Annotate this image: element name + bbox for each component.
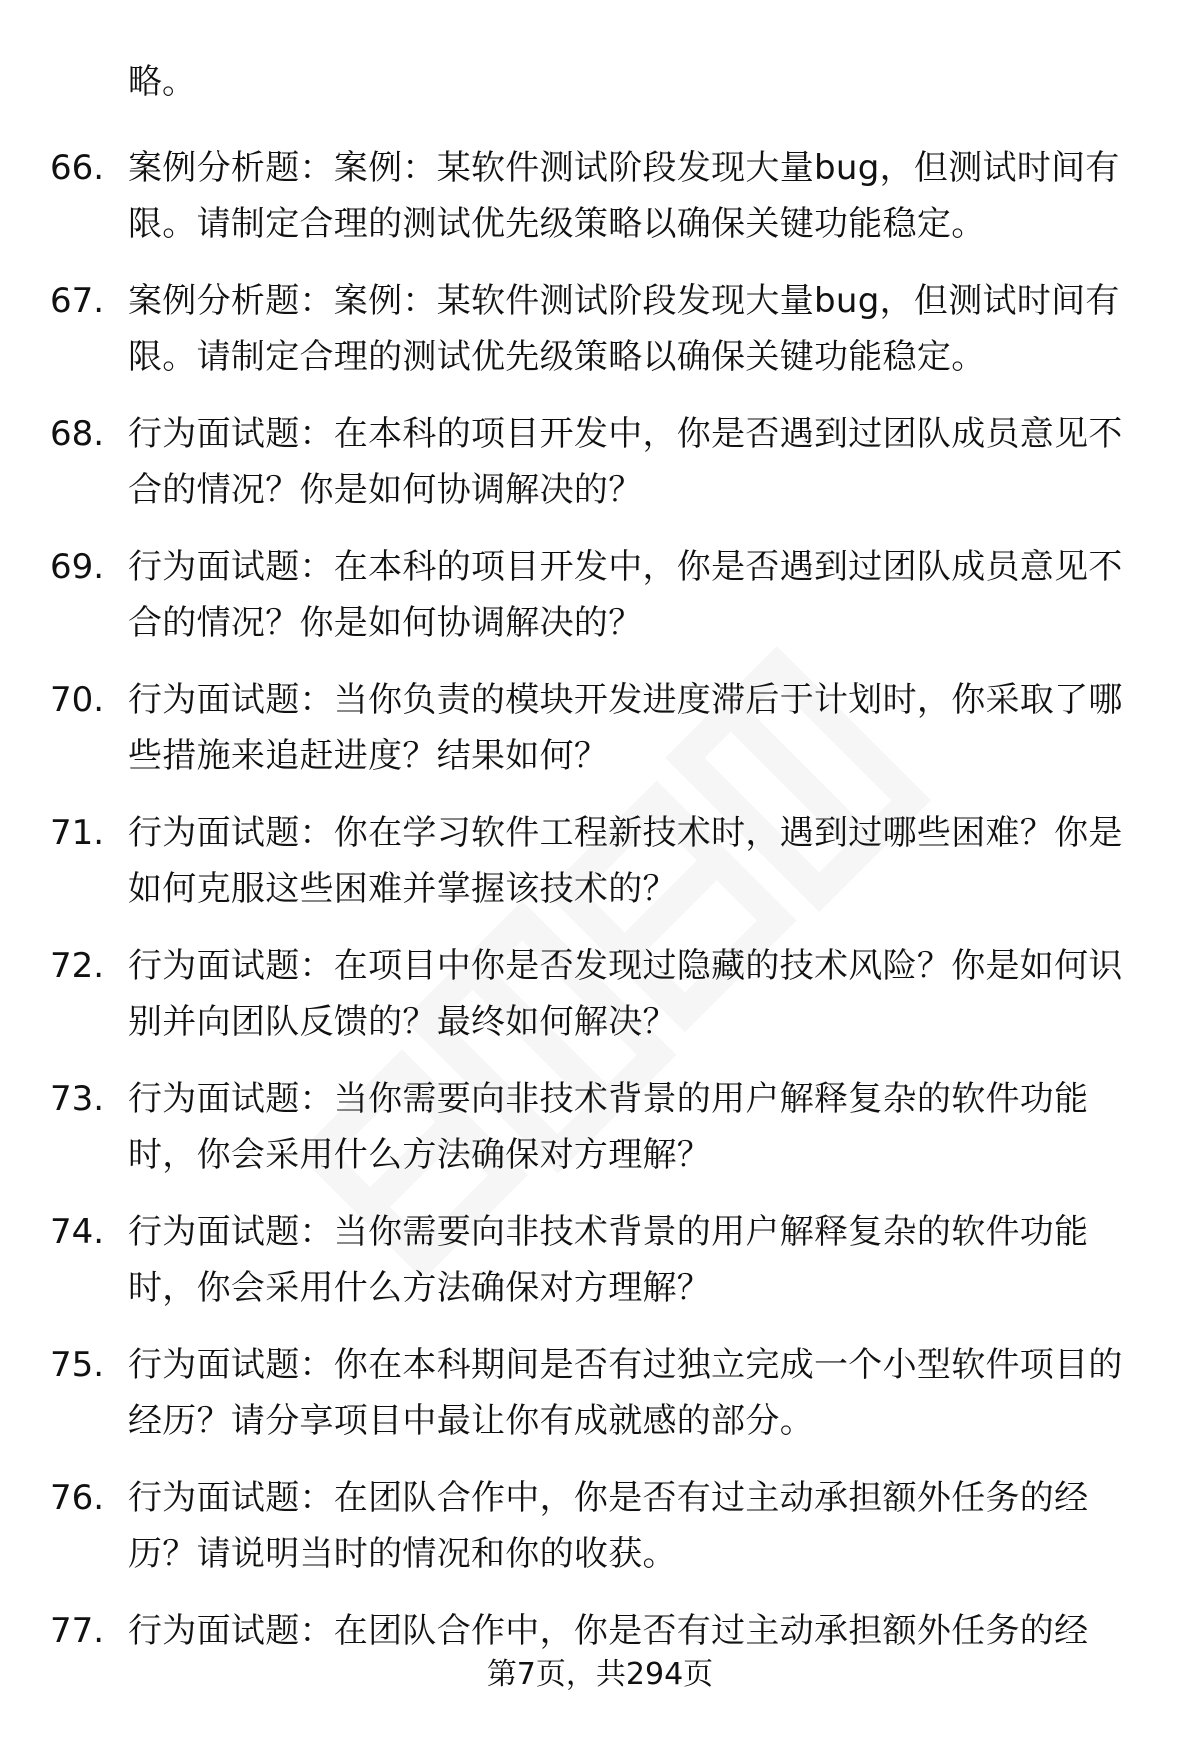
question-text: 行为面试题：当你需要向非技术背景的用户解释复杂的软件功能时，你会采用什么方法确保对方理解？ bbox=[128, 1079, 1089, 1175]
question-number: 77. bbox=[50, 1611, 105, 1651]
question-text: 行为面试题：在团队合作中，你是否有过主动承担额外任务的经历？请说明当时的情况和你的收获。 bbox=[128, 1478, 1089, 1574]
question-text: 行为面试题：在本科的项目开发中，你是否遇到过团队成员意见不合的情况？你是如何协调解决的？ bbox=[128, 547, 1123, 643]
list-item bbox=[50, 672, 1150, 805]
question-text: 行为面试题：你在学习软件工程新技术时，遇到过哪些困难？你是如何克服这些困难并掌握该技术的？ bbox=[128, 813, 1123, 909]
question-number: 72. bbox=[50, 946, 105, 986]
question-number: 68. bbox=[50, 414, 105, 454]
list-item bbox=[50, 1337, 1150, 1470]
question-number: 75. bbox=[50, 1345, 105, 1385]
list-item bbox=[50, 273, 1150, 406]
list-item bbox=[50, 1204, 1150, 1337]
question-number: 67. bbox=[50, 281, 105, 321]
question-text: 案例分析题：案例：某软件测试阶段发现大量bug，但测试时间有限。请制定合理的测试优先级策略以确保关键功能稳定。 bbox=[128, 281, 1120, 377]
list-item bbox=[50, 1470, 1150, 1603]
question-number: 71. bbox=[50, 813, 105, 853]
question-list bbox=[50, 140, 1150, 1736]
continuation-text: 略。 bbox=[128, 62, 196, 102]
question-number: 73. bbox=[50, 1079, 105, 1119]
list-item bbox=[50, 805, 1150, 938]
list-item bbox=[50, 406, 1150, 539]
question-number: 76. bbox=[50, 1478, 105, 1518]
question-number: 69. bbox=[50, 547, 105, 587]
page-number-footer: 第7页，共294页 bbox=[486, 1657, 714, 1692]
list-item bbox=[50, 539, 1150, 672]
list-item bbox=[50, 140, 1150, 273]
question-text: 行为面试题：在项目中你是否发现过隐藏的技术风险？你是如何识别并向团队反馈的？最终如何解决？ bbox=[128, 946, 1123, 1042]
question-text: 案例分析题：案例：某软件测试阶段发现大量bug，但测试时间有限。请制定合理的测试优先级策略以确保关键功能稳定。 bbox=[128, 148, 1120, 244]
question-text: 行为面试题：你在本科期间是否有过独立完成一个小型软件项目的经历？请分享项目中最让你有成就感的部分。 bbox=[128, 1345, 1123, 1441]
question-text: 行为面试题：在团队合作中，你是否有过主动承担额外任务的经 bbox=[128, 1611, 1089, 1651]
question-number: 70. bbox=[50, 680, 105, 720]
question-text: 行为面试题：在本科的项目开发中，你是否遇到过团队成员意见不合的情况？你是如何协调解决的？ bbox=[128, 414, 1123, 510]
question-number: 66. bbox=[50, 148, 105, 188]
question-text: 行为面试题：当你需要向非技术背景的用户解释复杂的软件功能时，你会采用什么方法确保对方理解？ bbox=[128, 1212, 1089, 1308]
question-number: 74. bbox=[50, 1212, 105, 1252]
question-text: 行为面试题：当你负责的模块开发进度滞后于计划时，你采取了哪些措施来追赶进度？结果如何？ bbox=[128, 680, 1123, 776]
list-item bbox=[50, 938, 1150, 1071]
list-item bbox=[50, 1071, 1150, 1204]
